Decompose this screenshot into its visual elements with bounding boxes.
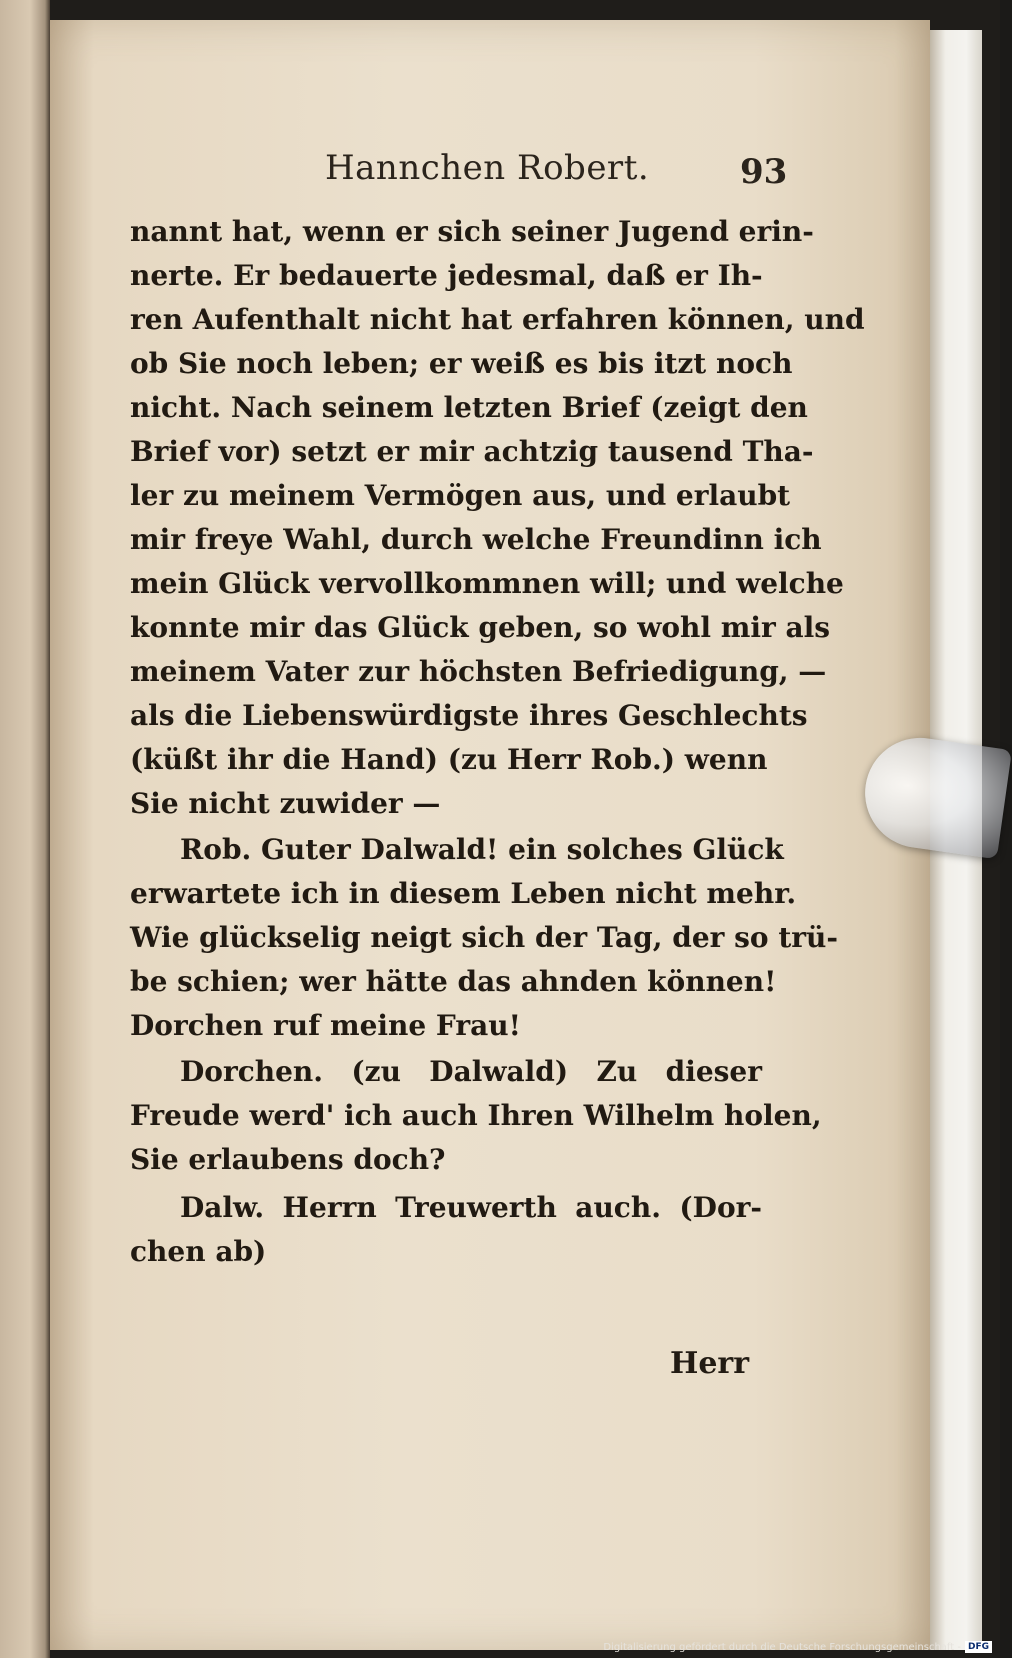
page-number: 93 (740, 152, 788, 192)
text-line: mein Glück vervollkommnen will; und welche (130, 567, 844, 600)
text-line: be schien; wer hätte das ahnden können! (130, 965, 777, 998)
text-line: nannt hat, wenn er sich seiner Jugend erin- (130, 215, 814, 248)
text-line: Freude werd' ich auch Ihren Wilhelm holen, (130, 1099, 822, 1132)
text-line: Wie glückselig neigt sich der Tag, der so trü- (130, 921, 838, 954)
speaker-line-rob: Rob. Guter Dalwald! ein solches Glück (180, 833, 784, 866)
text-line: ler zu meinem Vermögen aus, und erlaubt (130, 479, 791, 512)
speaker-line-dalw: Dalw. Herrn Treuwerth auch. (Dor- (180, 1191, 762, 1224)
text-line: ren Aufenthalt nicht hat erfahren können, und (130, 303, 865, 336)
text-line: als die Liebenswürdigste ihres Geschlechts (130, 699, 808, 732)
text-line: nerte. Er bedauerte jedesmal, daß er Ih- (130, 259, 763, 292)
text-line: Brief vor) setzt er mir achtzig tausend Tha- (130, 435, 814, 468)
text-line: mir freye Wahl, durch welche Freundinn ich (130, 523, 822, 556)
running-title: Hannchen Robert. (325, 148, 650, 188)
text-line: Sie erlaubens doch? (130, 1143, 446, 1176)
dfg-logo: DFG (965, 1641, 992, 1653)
digitization-banner (603, 1640, 992, 1654)
facing-page-edge (0, 0, 50, 1658)
speaker-line-dorchen: Dorchen. (zu Dalwald) Zu dieser (180, 1055, 762, 1088)
text-line: Sie nicht zuwider — (130, 787, 441, 820)
text-line: Dorchen ruf meine Frau! (130, 1009, 521, 1042)
catchword: Herr (670, 1346, 750, 1381)
text-line: meinem Vater zur höchsten Befriedigung, — (130, 655, 827, 688)
text-line: (küßt ihr die Hand) (zu Herr Rob.) wenn (130, 743, 768, 776)
text-line: ob Sie noch leben; er weiß es bis itzt noch (130, 347, 793, 380)
digitization-note: Digitalisierung gefördert durch die Deutsche Forschungsgemeinschaft - (603, 1641, 961, 1653)
text-line: konnte mir das Glück geben, so wohl mir als (130, 611, 831, 644)
text-line: chen ab) (130, 1235, 267, 1268)
text-line: nicht. Nach seinem letzten Brief (zeigt den (130, 391, 808, 424)
text-line: erwartete ich in diesem Leben nicht mehr. (130, 877, 797, 910)
